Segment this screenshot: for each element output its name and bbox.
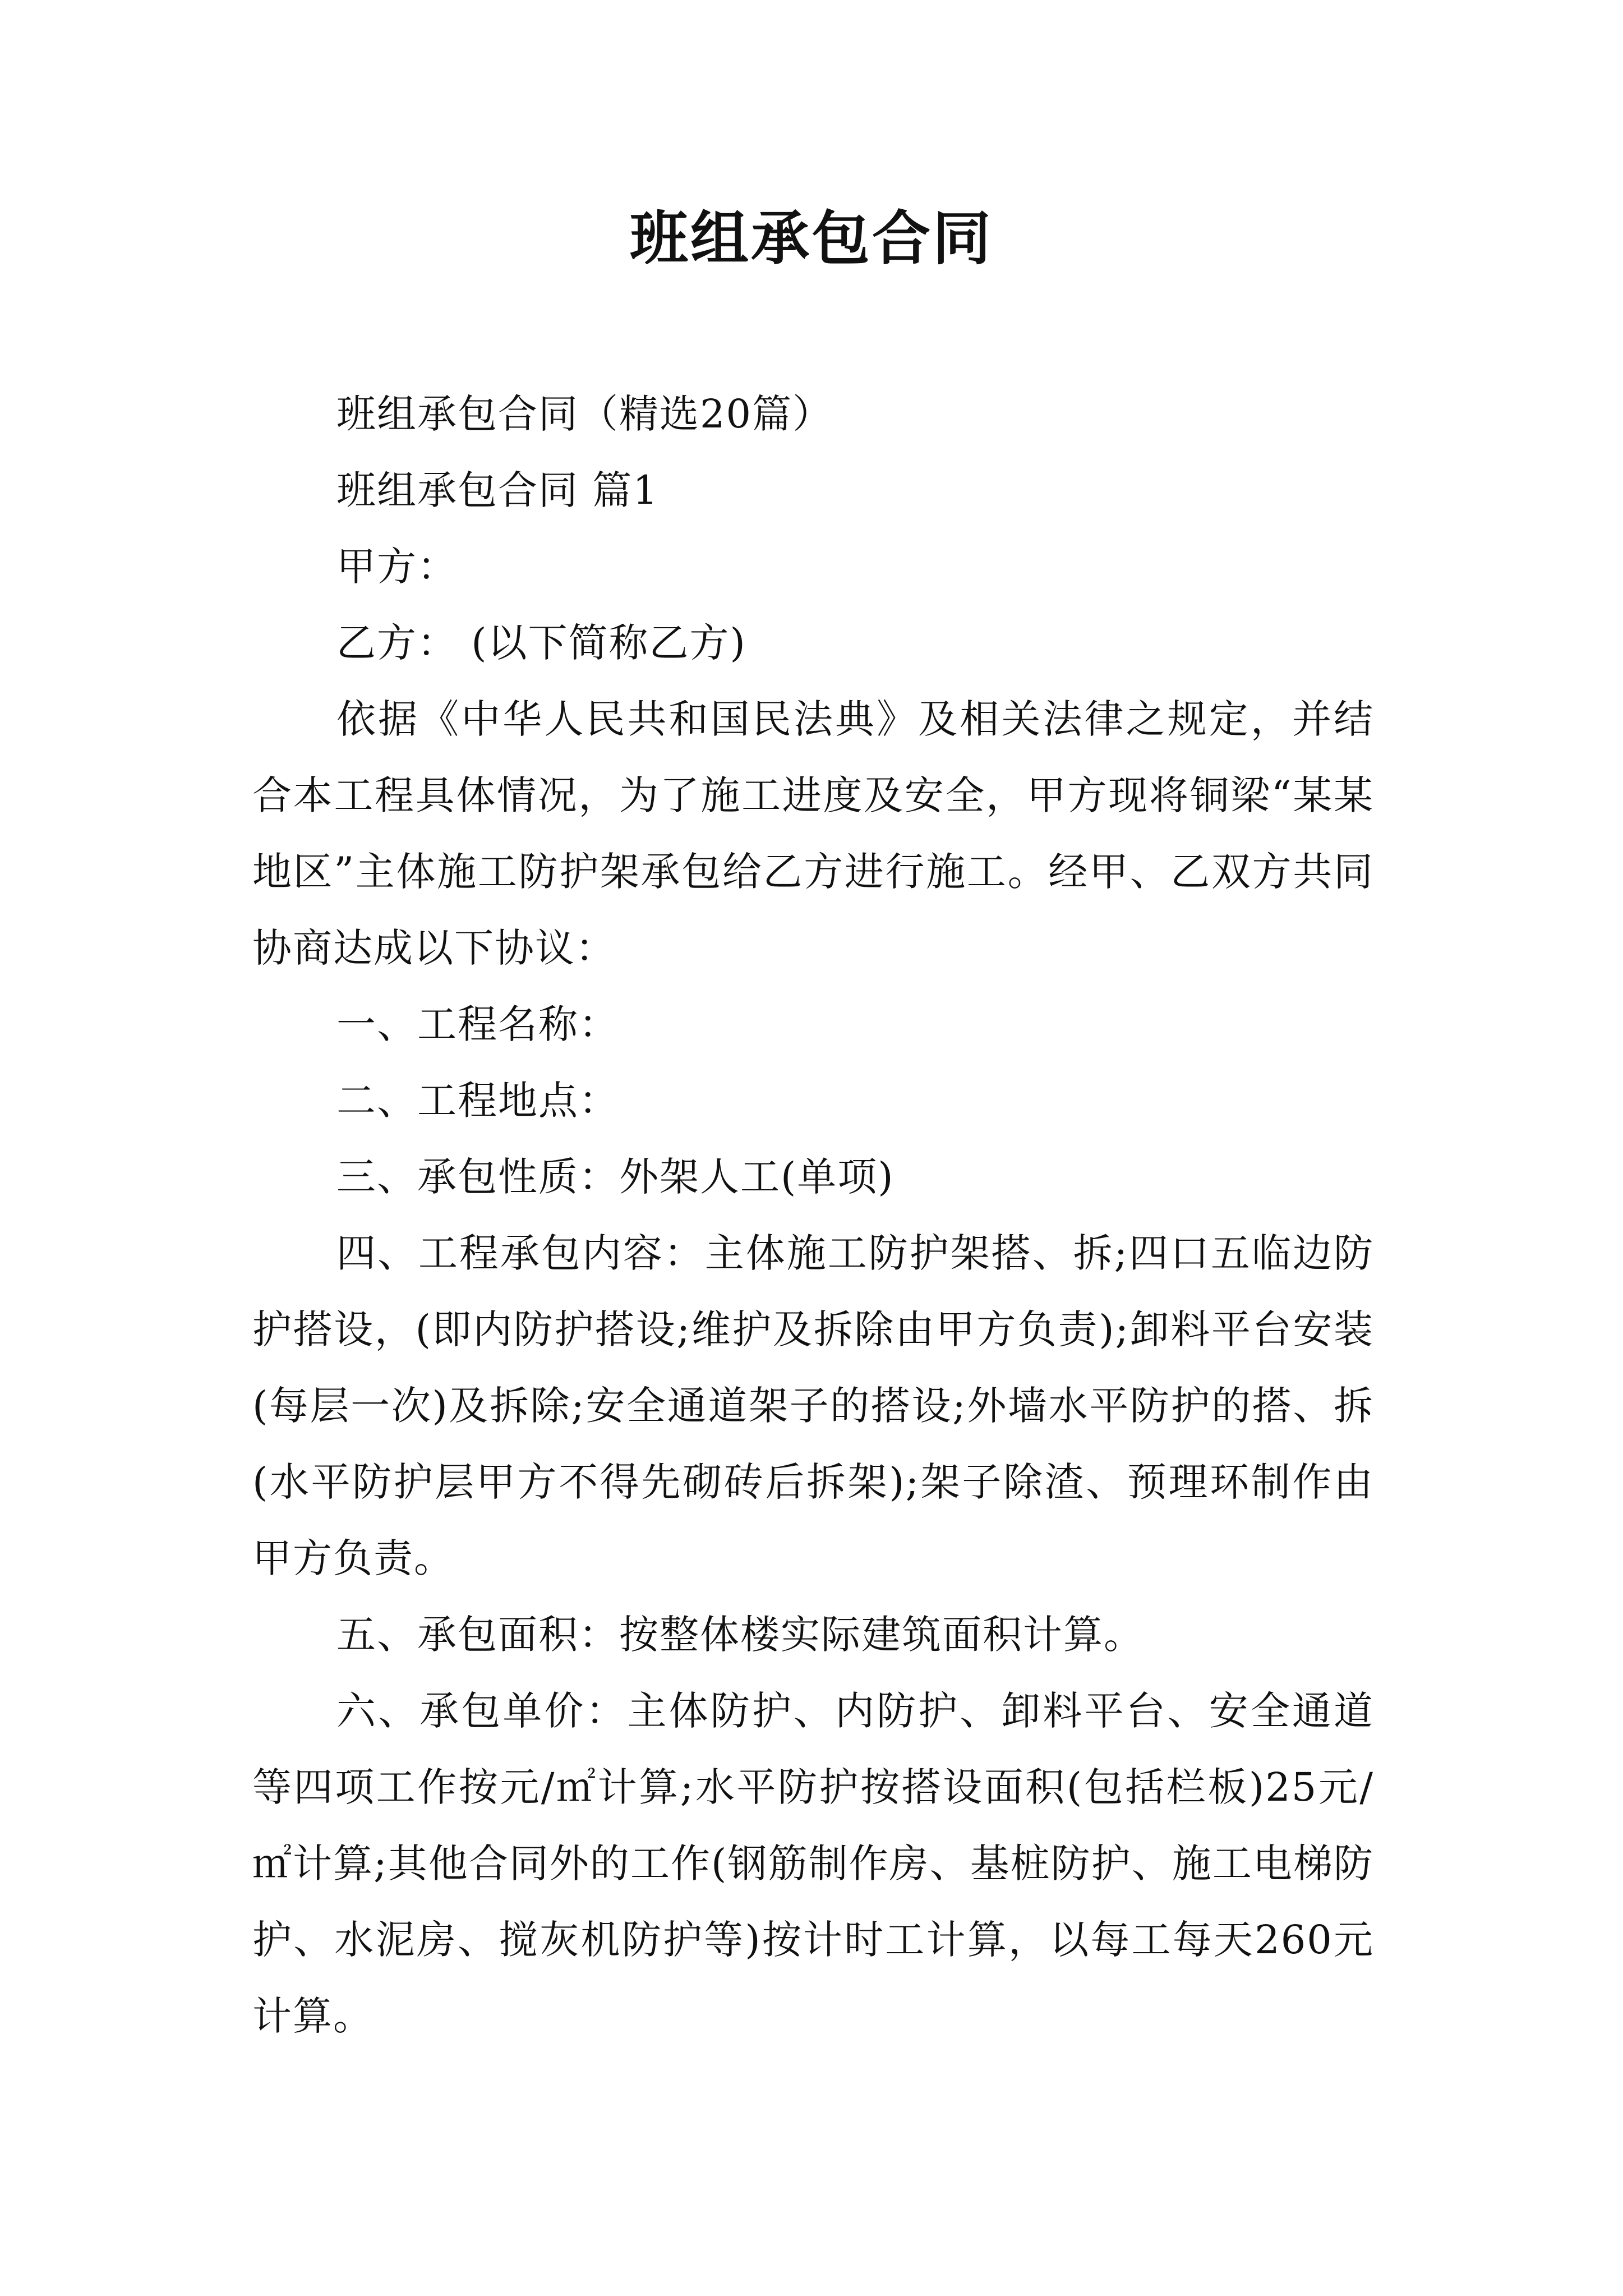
paragraph-preamble: 依据《中华人民共和国民法典》及相关法律之规定，并结合本工程具体情况，为了施工进度及安全，甲方现将铜梁“某某地区”主体施工防护架承包给乙方进行施工。经甲、乙双方共同协商达成以下协议： bbox=[252, 696, 1374, 971]
paragraph-subtitle: 班组承包合同（精选20篇） bbox=[336, 391, 833, 437]
paragraph-project-location: 二、工程地点： bbox=[336, 1078, 619, 1124]
paragraph-section-heading: 班组承包合同 篇1 bbox=[336, 467, 659, 513]
paragraph-party-a: 甲方： bbox=[336, 544, 458, 590]
document-body bbox=[252, 376, 1374, 2054]
paragraph-unit-price: 六、承包单价：主体防护、内防护、卸料平台、安全通道等四项工作按元/㎡计算;水平防护按搭设面积(包括栏板)25元/㎡计算;其他合同外的工作(钢筋制作房、基桩防护、施工电梯防护、水泥房、搅灰机防护等)按计时工计算，以每工每天260元计算。 bbox=[252, 1688, 1374, 2039]
document-title: 班组承包合同 bbox=[629, 204, 993, 273]
paragraph-party-b: 乙方： (以下简称乙方) bbox=[336, 620, 746, 666]
paragraph-project-name: 一、工程名称： bbox=[336, 1001, 619, 1047]
paragraph-contract-nature: 三、承包性质：外架人工(单项) bbox=[336, 1154, 895, 1200]
paragraph-contract-scope: 四、工程承包内容：主体施工防护架搭、拆;四口五临边防护搭设，(即内防护搭设;维护及拆除由甲方负责);卸料平台安装(每层一次)及拆除;安全通道架子的搭设;外墙水平防护的搭、拆(水平防护层甲方不得先砌砖后拆架);架子除渣、预理环制作由甲方负责。 bbox=[252, 1230, 1374, 1581]
paragraph-contract-area: 五、承包面积：按整体楼实际建筑面积计算。 bbox=[336, 1612, 1144, 1658]
